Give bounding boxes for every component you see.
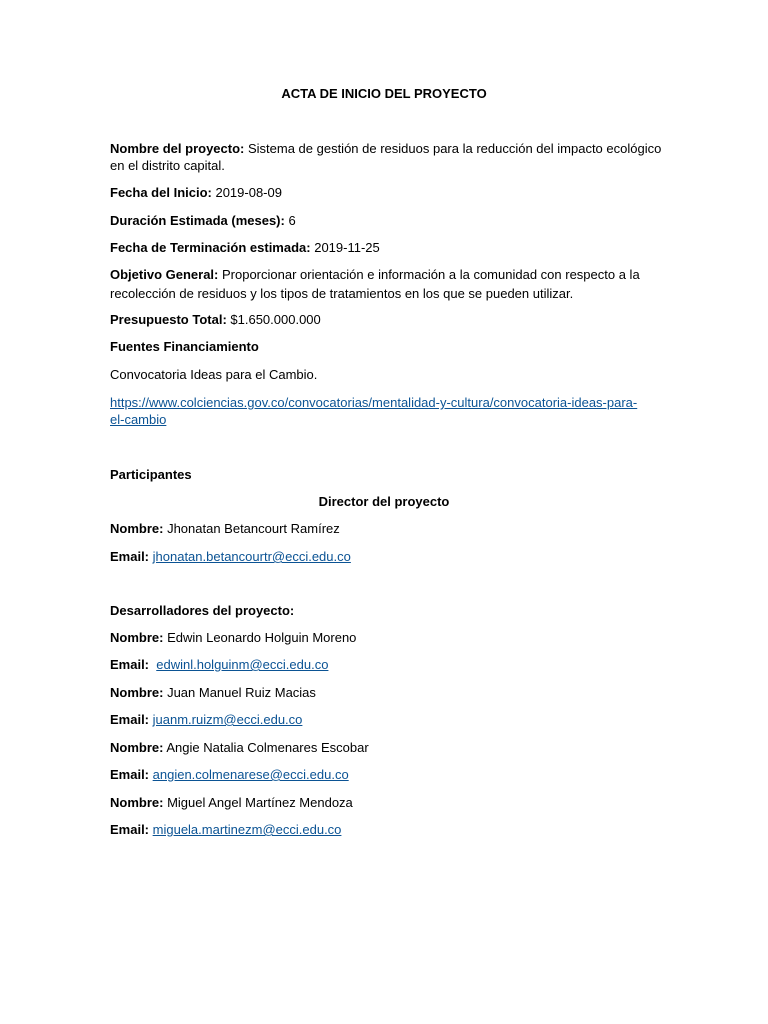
funding-link[interactable]: https://www.colciencias.gov.co/convocatorias/mentalidad-y-cultura/convocatoria-ideas-para- <box>110 395 638 410</box>
duration-line <box>110 212 296 230</box>
director-email-label: Email: <box>110 549 150 564</box>
developer-name-line <box>110 739 369 757</box>
duration-label: Duración Estimada (meses): <box>110 213 285 228</box>
developer-name-label: Nombre: <box>110 740 164 755</box>
director-name-value: Jhonatan Betancourt Ramírez <box>163 521 340 536</box>
developer-name-line <box>110 794 353 812</box>
budget-line <box>110 311 321 329</box>
developer-email-label: Email: <box>110 767 150 782</box>
funding-value: Convocatoria Ideas para el Cambio. <box>110 367 318 382</box>
end-date-line <box>110 239 380 257</box>
director-heading: Director del proyecto <box>318 494 450 509</box>
developer-name-value: Edwin Leonardo Holguin Moreno <box>163 630 357 645</box>
developer-email-label: Email: <box>110 712 150 727</box>
developer-name-label: Nombre: <box>110 795 164 810</box>
director-name-line <box>110 520 340 538</box>
developer-email-line <box>110 821 341 839</box>
developer-email-line <box>110 656 328 674</box>
developer-name-value: Juan Manuel Ruiz Macias <box>163 685 316 700</box>
objective-label: Objetivo General: <box>110 267 219 282</box>
developer-email-line <box>110 766 349 784</box>
developer-name-line <box>110 684 316 702</box>
project-name-line-2: en el distrito capital. <box>110 158 225 173</box>
director-email-link[interactable]: jhonatan.betancourtr@ecci.edu.co <box>152 549 351 564</box>
developer-email-link[interactable]: miguela.martinezm@ecci.edu.co <box>152 822 342 837</box>
developer-name-label: Nombre: <box>110 630 164 645</box>
developer-name-line <box>110 629 356 647</box>
developer-email-label: Email: <box>110 822 150 837</box>
objective-line-1 <box>110 266 640 284</box>
funding-heading: Fuentes Financiamiento <box>110 339 259 354</box>
developer-name-value: Miguel Angel Martínez Mendoza <box>163 795 353 810</box>
budget-label: Presupuesto Total: <box>110 312 227 327</box>
document-title: ACTA DE INICIO DEL PROYECTO <box>281 86 487 101</box>
end-date-value: 2019-11-25 <box>310 240 380 255</box>
start-date-label: Fecha del Inicio: <box>110 185 212 200</box>
end-date-label: Fecha de Terminación estimada: <box>110 240 311 255</box>
project-name-label: Nombre del proyecto: <box>110 141 245 156</box>
start-date-value: 2019-08-09 <box>211 185 282 200</box>
director-email-line <box>110 548 351 566</box>
funding-link-continuation[interactable]: el-cambio <box>110 412 167 427</box>
start-date-line <box>110 184 282 202</box>
director-name-label: Nombre: <box>110 521 164 536</box>
objective-line-2: recolección de residuos y los tipos de tratamientos en los que se pueden utilizar. <box>110 286 574 301</box>
developers-heading: Desarrolladores del proyecto: <box>110 603 295 618</box>
budget-value: $1.650.000.000 <box>226 312 321 327</box>
developer-email-link[interactable]: edwinl.holguinm@ecci.edu.co <box>156 657 329 672</box>
project-name-value: Sistema de gestión de residuos para la reducción del impacto ecológico <box>244 141 662 156</box>
developer-email-link[interactable]: juanm.ruizm@ecci.edu.co <box>152 712 303 727</box>
developer-name-label: Nombre: <box>110 685 164 700</box>
developer-name-value: Angie Natalia Colmenares Escobar <box>163 740 369 755</box>
participants-heading: Participantes <box>110 467 192 482</box>
funding-link-line-1[interactable] <box>110 394 637 412</box>
developer-email-line <box>110 711 302 729</box>
developer-email-label: Email: <box>110 657 150 672</box>
funding-link-line-2[interactable] <box>110 411 166 429</box>
project-name-line-1 <box>110 140 661 158</box>
objective-value: Proporcionar orientación e información a la comunidad con respecto a la <box>218 267 640 282</box>
developer-email-link[interactable]: angien.colmenarese@ecci.edu.co <box>152 767 349 782</box>
duration-value: 6 <box>284 213 296 228</box>
